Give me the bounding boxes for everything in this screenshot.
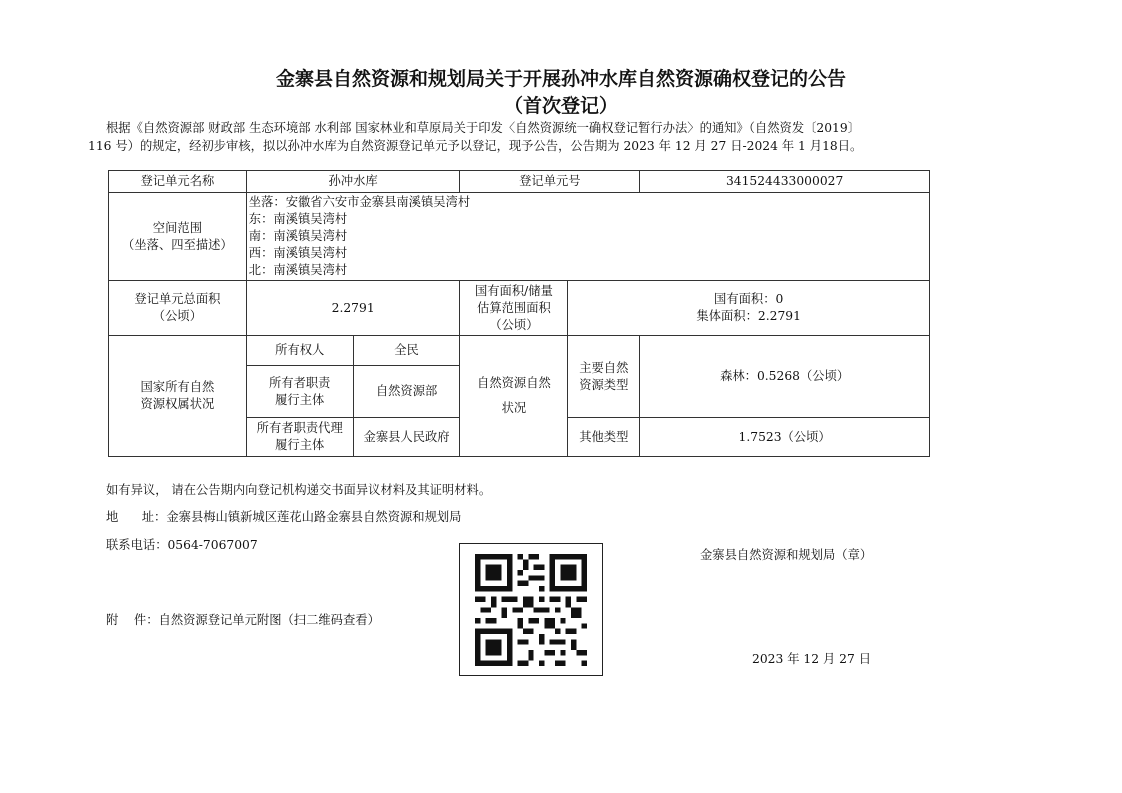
- unit-name-value: 孙冲水库: [246, 171, 460, 193]
- other-type-value: 1.7523（公顷）: [640, 418, 930, 457]
- registration-table: [108, 170, 930, 457]
- notice-subtitle: （首次登记）: [503, 95, 618, 117]
- intro-paragraph: [88, 119, 951, 155]
- state-area-value: [568, 281, 930, 336]
- nature-status-label-line2: 状况: [501, 401, 527, 415]
- intro-line-2: 116 号）的规定，经初步审核，拟以孙冲水库为自然资源登记单元予以登记，现予公告，公告期为 2023 年 12 月 27 日-2024 年 1 月18日。: [88, 139, 863, 153]
- space-line-east: 东：南溪镇吴湾村: [248, 212, 348, 226]
- unit-no-value: 341524433000027: [640, 171, 930, 193]
- main-type-label-line2: 资源类型: [579, 377, 629, 392]
- unit-no-label: 登记单元号: [460, 171, 640, 193]
- main-type-label-line1: 主要自然: [579, 360, 629, 375]
- total-area-label-line2: （公顷）: [152, 309, 202, 323]
- main-type-value: 森林：0.5268（公顷）: [640, 336, 930, 418]
- agent-value: 金寨县人民政府: [353, 418, 460, 457]
- nature-status-label: [460, 336, 568, 457]
- agent-label: [246, 418, 353, 457]
- other-type-label: 其他类型: [568, 418, 640, 457]
- ownership-label-line2: 资源权属状况: [140, 397, 215, 411]
- state-area-label-line3: （公顷）: [489, 317, 539, 332]
- notice-date: 2023 年 12 月 27 日: [752, 652, 872, 666]
- total-area-value: 2.2791: [246, 281, 460, 336]
- duty-value: 自然资源部: [353, 366, 460, 418]
- attachment-line: 附 件：自然资源登记单元附图（扫二维码查看）: [106, 613, 380, 627]
- phone-line: 联系电话：0564-7067007: [106, 538, 258, 552]
- address-line: 地 址：金寨县梅山镇新城区莲花山路金寨县自然资源和规划局: [106, 510, 462, 524]
- space-range-label-line2: （坐落、四至描述）: [122, 237, 233, 252]
- space-line-location: 坐落：安徽省六安市金寨县南溪镇吴湾村: [248, 195, 471, 209]
- duty-label-line1: 所有者职责: [268, 375, 331, 390]
- issuer-seal: 金寨县自然资源和规划局（章）: [700, 548, 873, 562]
- duty-label: [246, 366, 353, 418]
- qr-code[interactable]: [459, 543, 603, 676]
- state-area-value-line1: 国有面积：0: [714, 292, 784, 306]
- agent-label-line1: 所有者职责代理: [256, 421, 343, 435]
- owner-label: 所有权人: [246, 336, 353, 366]
- space-range-label: [109, 193, 247, 281]
- space-line-south: 南：南溪镇吴湾村: [248, 229, 348, 243]
- space-range-label-line1: 空间范围: [152, 220, 202, 235]
- state-area-label-line1: 国有面积/储量: [474, 283, 553, 298]
- nature-status-label-line1: 自然资源自然: [477, 376, 551, 390]
- objection-notice: 如有异议， 请在公告期内向登记机构递交书面异议材料及其证明材料。: [106, 483, 492, 497]
- total-area-label: [109, 281, 247, 336]
- state-area-label: [460, 281, 568, 336]
- notice-title: 金寨县自然资源和规划局关于开展孙冲水库自然资源确权登记的公告: [275, 68, 846, 90]
- agent-label-line2: 履行主体: [275, 438, 325, 452]
- qr-code-icon: [475, 554, 587, 666]
- main-type-label: [568, 336, 640, 418]
- duty-label-line2: 履行主体: [275, 392, 325, 407]
- intro-line-1: 根据《自然资源部 财政部 生态环境部 水利部 国家林业和草原局关于印发〈自然资源统一确权登记暂行办法〉的通知》（自然资发〔2019〕: [106, 121, 861, 135]
- total-area-label-line1: 登记单元总面积: [134, 292, 221, 306]
- space-range-value: [246, 193, 929, 281]
- state-area-label-line2: 估算范围面积: [477, 300, 551, 315]
- unit-name-label: 登记单元名称: [109, 171, 247, 193]
- ownership-label: [109, 336, 247, 457]
- space-line-west: 西：南溪镇吴湾村: [248, 246, 348, 260]
- owner-value: 全民: [353, 336, 460, 366]
- space-line-north: 北：南溪镇吴湾村: [248, 263, 348, 277]
- ownership-label-line1: 国家所有自然: [140, 380, 215, 394]
- collective-area-value: 集体面积：2.2791: [696, 309, 801, 323]
